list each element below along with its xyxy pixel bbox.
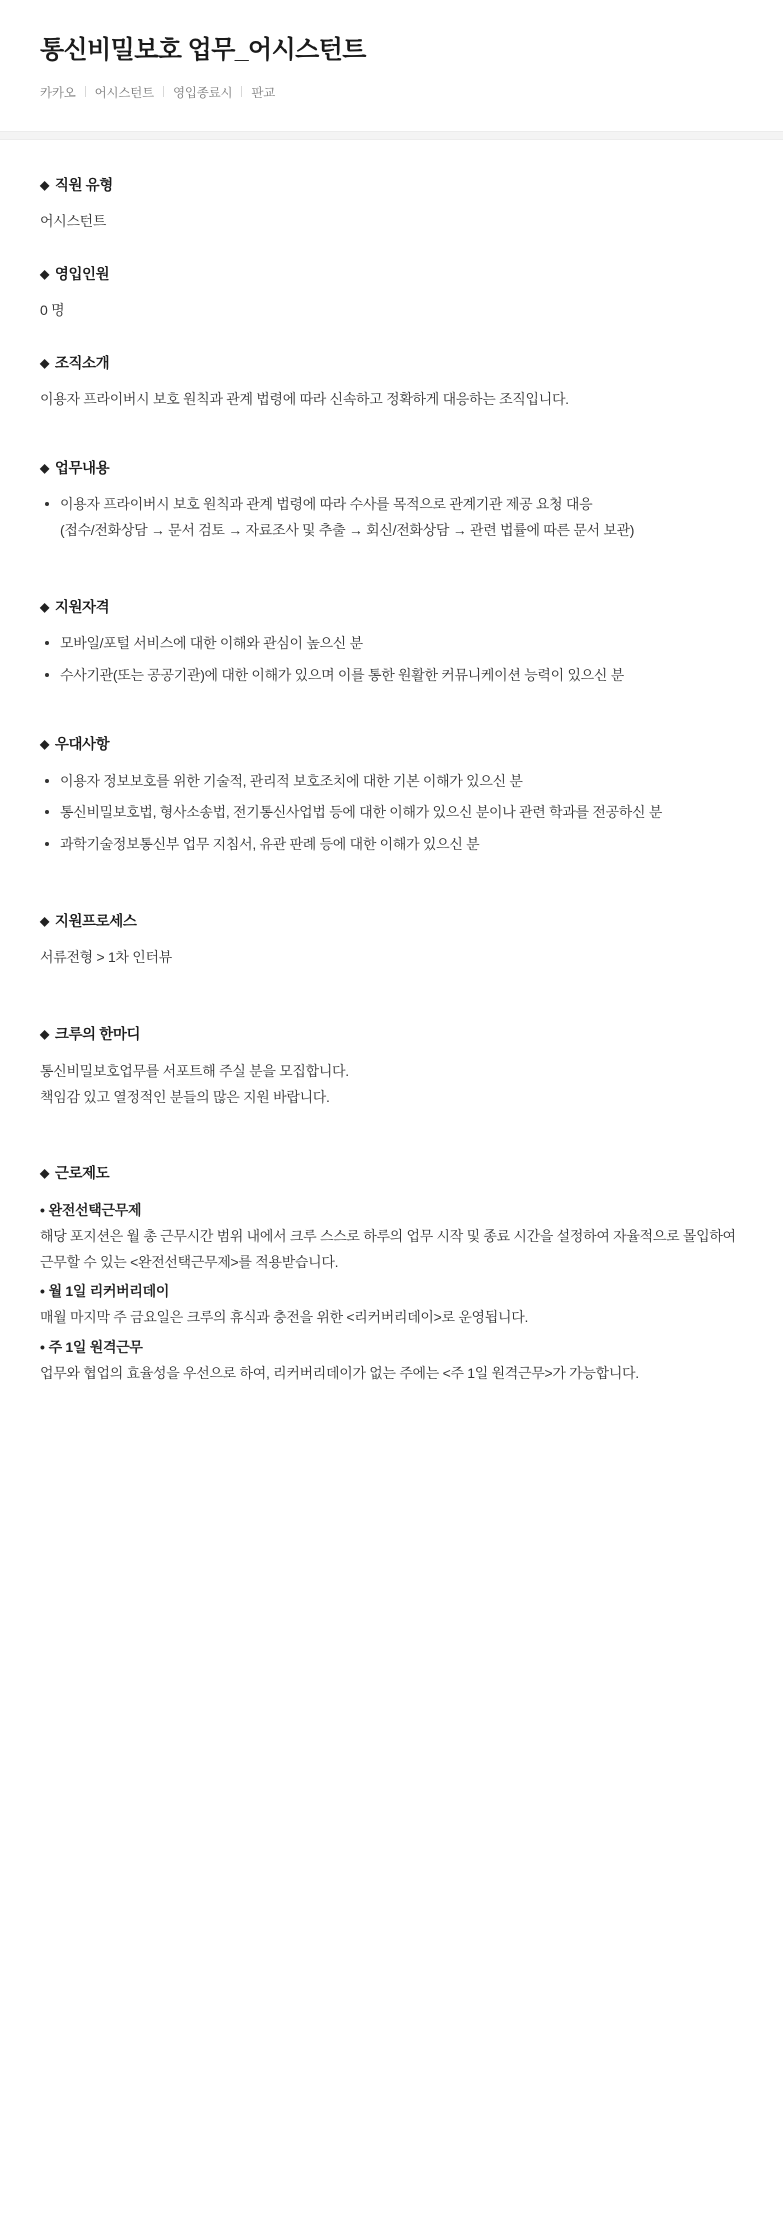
list-item: 수사기관(또는 공공기관)에 대한 이해가 있으며 이를 통한 원활한 커뮤니케이션 능력이 있으신 분 [40,663,743,689]
section-headcount [40,265,743,324]
breadcrumb-company: 카카오 [40,85,76,100]
work-system-item-desc: 해당 포지션은 월 총 근무시간 범위 내에서 크루 스스로 하루의 업무 시작 및 종료 시간을 설정하여 자율적으로 몰입하여 근무할 수 있는 <완전선택근무제>를 적용받습니다. [40,1227,736,1270]
headcount-value: 0 명 [40,301,65,318]
list-item: 모바일/포털 서비스에 대한 이해와 관심이 높으신 분 [40,631,743,657]
section-heading [40,1164,743,1184]
section-heading-label: 근로제도 [54,1166,110,1183]
work-system-label-text: 월 1일 리커버리데이 [48,1283,170,1300]
duties-list [40,492,743,544]
breadcrumb-role: 어시스턴트 [94,85,155,100]
section-heading-label: 직원 유형 [54,177,113,194]
diamond-icon: ◆ [40,355,49,370]
work-system-item [40,1198,743,1276]
bullet-dot-icon: • [40,1339,45,1356]
bullet-dot-icon: • [40,1283,45,1300]
diamond-icon: ◆ [40,914,49,929]
section-divider [0,131,783,140]
job-header [0,0,783,131]
list-item [40,492,743,544]
section-duties [40,459,743,544]
list-item: 이용자 정보보호를 위한 기술적, 관리적 보호조치에 대한 기본 이해가 있으신 분 [40,769,743,795]
work-system-item [40,1279,743,1331]
section-heading-label: 업무내용 [54,461,110,478]
section-preferences [40,735,743,858]
work-system-item [40,1335,743,1387]
section-process [40,912,743,971]
list-item: 통신비밀보호법, 형사소송법, 전기통신사업법 등에 대한 이해가 있으신 분이나 관련 학과를 전공하신 분 [40,800,743,826]
work-system-item-desc: 업무와 협업의 효율성을 우선으로 하여, 리커버리데이가 없는 주에는 <주 1일 원격근무>가 가능합니다. [40,1365,639,1382]
section-heading-label: 영입인원 [54,266,110,283]
work-system-label-text: 주 1일 원격근무 [48,1339,143,1356]
preferences-list [40,769,743,859]
org-intro-text: 이용자 프라이버시 보호 원칙과 관계 법령에 따라 신속하고 정확하게 대응하는 조직입니다. [40,391,569,408]
section-heading-label: 지원자격 [54,600,110,617]
list-item: 과학기술정보통신부 업무 지침서, 유관 판례 등에 대한 이해가 있으신 분 [40,832,743,858]
section-heading [40,1025,743,1045]
section-heading [40,735,743,755]
diamond-icon: ◆ [40,461,49,476]
qualifications-list [40,631,743,689]
breadcrumb-divider-icon [85,86,86,97]
section-heading [40,176,743,196]
section-heading [40,912,743,932]
section-work-system [40,1164,743,1387]
diamond-icon: ◆ [40,1166,49,1181]
diamond-icon: ◆ [40,600,49,615]
section-org-intro [40,354,743,413]
section-crew-comment [40,1025,743,1110]
breadcrumb-divider-icon [241,86,242,97]
breadcrumb-period: 영입종료시 [173,85,233,100]
section-qualifications [40,598,743,689]
work-system-item-label [40,1279,743,1305]
crew-comment-line-1: 통신비밀보호업무를 서포트해 주실 분을 모집합니다. [40,1062,349,1079]
work-system-item-desc: 매월 마지막 주 금요일은 크루의 휴식과 충전을 위한 <리커버리데이>로 운영됩니다. [40,1309,529,1326]
breadcrumb-location: 판교 [251,85,276,100]
page-title: 통신비밀보호 업무_어시스턴트 [40,36,366,64]
section-heading [40,459,743,479]
work-system-label-text: 완전선택근무제 [48,1201,142,1218]
job-detail-content [0,140,783,1477]
diamond-icon: ◆ [40,266,49,281]
diamond-icon: ◆ [40,737,49,752]
diamond-icon: ◆ [40,1027,49,1042]
work-system-item-label [40,1335,743,1361]
section-employee-type [40,176,743,235]
duty-main-text: 이용자 프라이버시 보호 원칙과 관계 법령에 따라 수사를 목적으로 관계기관 제공 요청 대응 [60,496,593,513]
section-heading-label: 우대사항 [54,737,110,754]
section-heading-label: 크루의 한마디 [54,1027,141,1044]
diamond-icon: ◆ [40,177,49,192]
section-heading-label: 조직소개 [54,355,110,372]
section-heading [40,598,743,618]
employee-type-value: 어시스턴트 [40,212,107,229]
breadcrumb-divider-icon [163,86,164,97]
section-heading [40,265,743,285]
section-heading-label: 지원프로세스 [54,914,137,931]
work-system-item-label [40,1198,743,1224]
bullet-dot-icon: • [40,1201,45,1218]
process-text: 서류전형 > 1차 인터뷰 [40,949,172,966]
crew-comment-line-2: 책임감 있고 열정적인 분들의 많은 지원 바랍니다. [40,1088,330,1105]
duty-sub-text: (접수/전화상담 → 문서 검토 → 자료조사 및 추출 → 회신/전화상담 → 관련 법률에 따른 문서 보관) [60,522,635,539]
breadcrumb [40,83,743,101]
section-heading [40,354,743,374]
